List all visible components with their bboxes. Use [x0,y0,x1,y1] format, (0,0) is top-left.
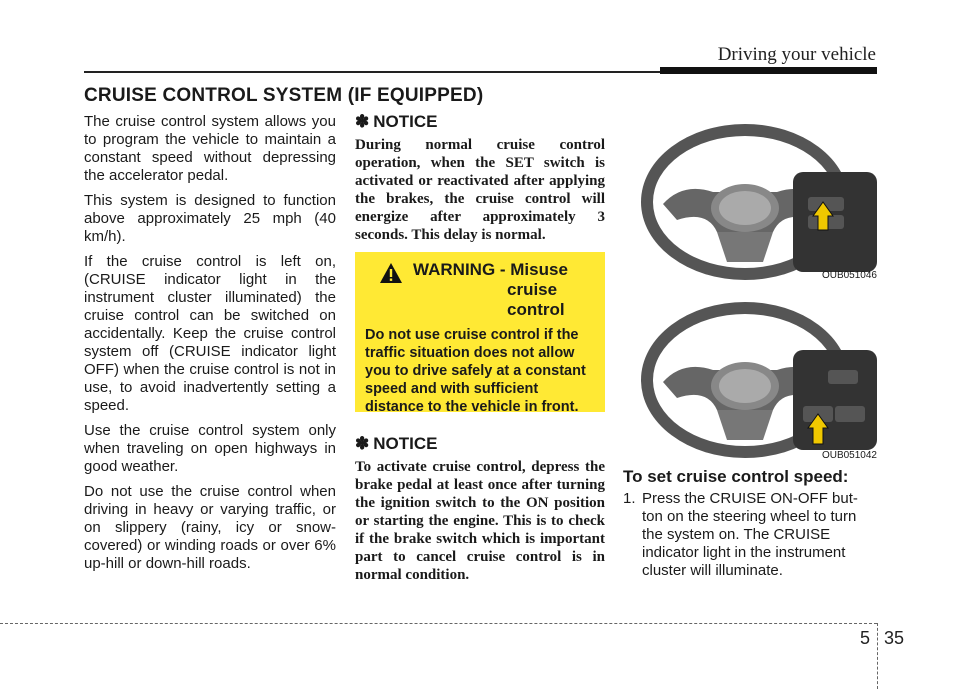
notice-title: NOTICE [373,434,438,453]
footer-divider [877,623,878,689]
notice-box-2 [355,434,605,584]
header-rule [84,71,662,73]
warning-body: Do not use cruise control if the traffic situation does not allow you to drive safely at a constant speed and with sufficient distance to the vehicle in front. [365,327,586,415]
notice-box-1 [355,112,605,244]
warning-box [355,252,605,415]
paragraph: Use the cruise control system only when traveling on open highways in good weather. [84,422,336,475]
running-header: Driving your vehicle [717,44,876,65]
notice-title: NOTICE [373,112,438,131]
step-text: ton on the steering wheel to turn the system on. The CRUISE indicator light in the instrument cluster will illuminate. [642,508,857,579]
notice-heading [355,434,605,454]
step-1 [623,490,877,580]
notice-body: During normal cruise control operation, when the SET switch is activated or reactivated after applying the brakes, the cruise control will energize after approximately 3 seconds. This delay is normal. [355,137,605,243]
paragraph: The cruise control system allows you to program the vehicle to maintain a constant speed without depressing the accelerator pedal. [84,113,336,184]
warning-triangle-icon [379,262,403,284]
warning-title: WARNING - Misuse cruise control [413,260,568,319]
footer-rule [0,623,877,624]
figure-b-code: OUB051042 [821,450,877,461]
intro-column [84,113,336,580]
step-number: 1. [623,490,636,507]
notice-heading [355,112,605,132]
header-rule-bold [660,67,877,74]
figure-a-code: OUB051046 [821,270,877,281]
paragraph: If the cruise control is left on, (CRUISE indicator light in the instrument cluster illuminated) the cruise control can be switched on accidentally. Keep the cruise control system off (CRUISE indicator light OFF) when the cruise control is not in use, to avoid inadvertently setting a speed. [84,253,336,414]
steering-wheel-figure-a [623,112,877,282]
notice-star-icon: ✽ [355,434,370,453]
notice-body: To activate cruise control, depress the brake pedal at least once after turning the ignition switch to the ON position or starting the engine. This is to check if the brake switch which is important part to cancel cruise control is in normal condition. [355,459,605,583]
steering-wheel-illustration [623,112,877,282]
steering-wheel-illustration [623,288,877,458]
section-title: CRUISE CONTROL SYSTEM (IF EQUIPPED) [84,85,484,106]
step-text-line1: Press the CRUISE ON-OFF but- [642,490,858,507]
paragraph: Do not use the cruise control when driving in heavy or varying traffic, or on slippery (rainy, icy or snow-covered) or winding roads or over 6% up-hill or down-hill roads. [84,483,336,572]
steering-wheel-figure-b [623,288,877,461]
page-number: 35 [884,628,905,648]
chapter-number: 5 [859,628,870,648]
notice-star-icon: ✽ [355,112,370,131]
paragraph: This system is designed to function above approximately 25 mph (40 km/h). [84,192,336,245]
set-speed-heading: To set cruise control speed: [623,467,849,486]
